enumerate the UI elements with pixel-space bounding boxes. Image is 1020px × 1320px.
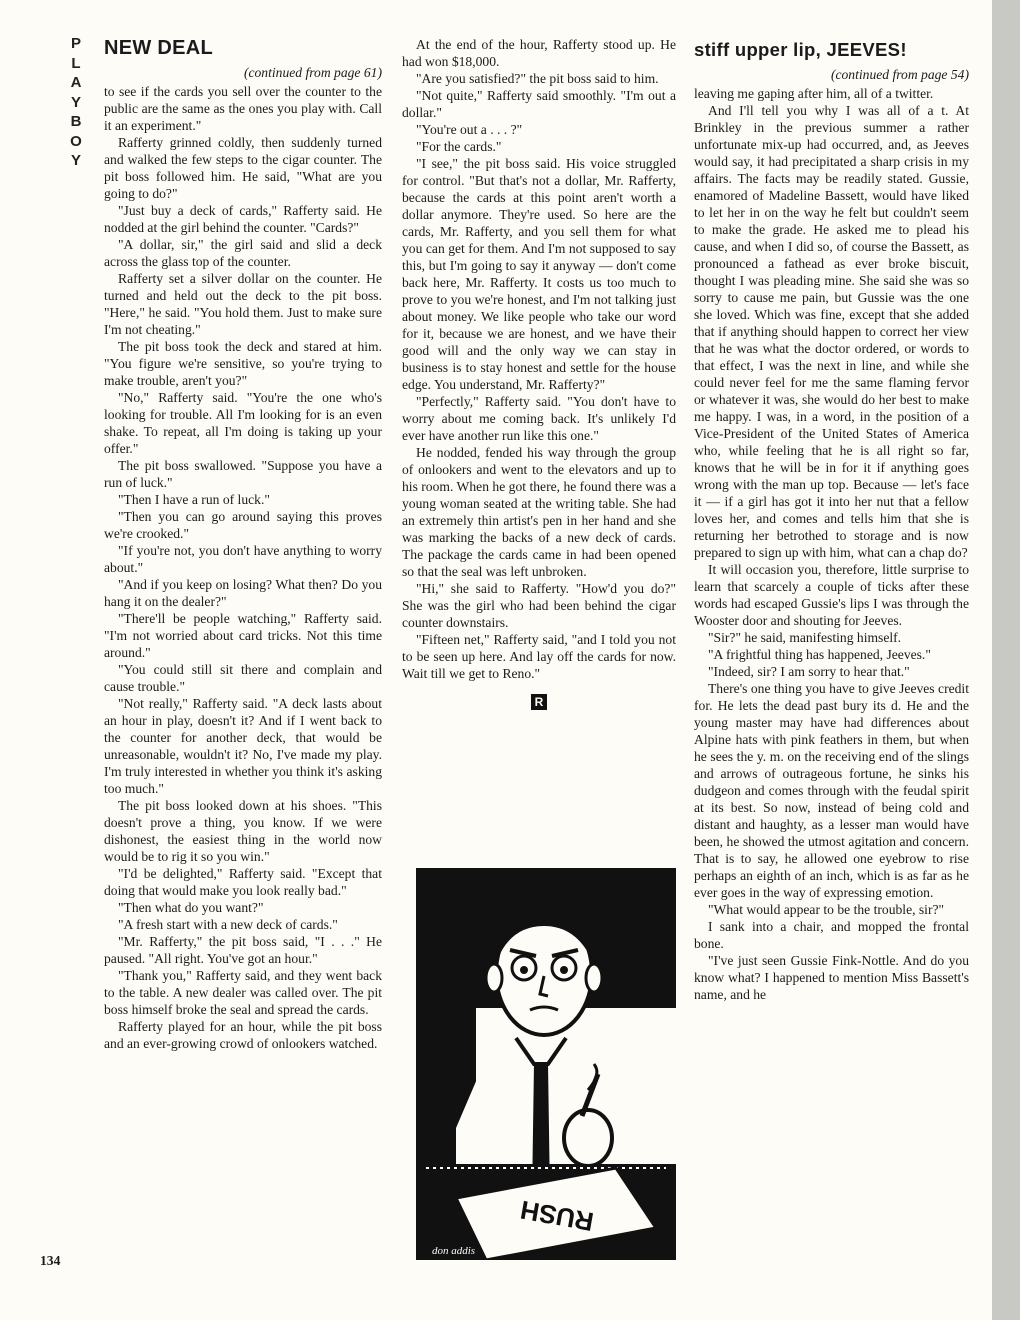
article-paragraph: "Thank you," Rafferty said, and they went back to the table. A new dealer was called over. The pit boss himself broke the seal and spread the cards.	[104, 968, 382, 1017]
article-paragraph: Rafferty grinned coldly, then suddenly turned and walked the few steps to the cigar counter. The pit boss followed him. He said, "What are you going to do?"	[104, 135, 382, 201]
article-paragraph: "And if you keep on losing? What then? Do you hang it on the dealer?"	[104, 577, 382, 609]
article-paragraph: "What would appear to be the trouble, sir?"	[708, 902, 945, 917]
article-paragraph: "Then what do you want?"	[118, 900, 264, 915]
column-1	[104, 36, 382, 1052]
article-paragraph: "Then I have a run of luck."	[118, 492, 270, 507]
continued-from-note: (continued from page 54)	[830, 67, 969, 82]
article-paragraph: The pit boss took the deck and stared at him. "You figure we're sensitive, so you're trying to make trouble, aren't you?"	[104, 339, 382, 388]
article-paragraph: "No," Rafferty said. "You're the one who's looking for trouble. All I'm looking for is an even shake. To repeat, all I'm doing is taking up your offer."	[104, 390, 382, 456]
article-paragraph: "Then you can go around saying this proves we're crooked."	[104, 509, 382, 541]
column-2	[402, 36, 676, 710]
article-paragraph: "Just buy a deck of cards," Rafferty said. He nodded at the girl behind the counter. "Cards?"	[104, 203, 382, 235]
article-paragraph: "For the cards."	[416, 139, 502, 154]
article-paragraph: It will occasion you, therefore, little surprise to learn that scarcely a couple of ticks after these words had escaped Gussie's lips I was through the Wooster door and shouting for Jeeves.	[694, 562, 969, 628]
page-number: 134	[40, 1253, 61, 1268]
cartoon-sign-text: RUSH	[518, 1194, 596, 1238]
article-paragraph: The pit boss looked down at his shoes. "This doesn't prove a thing, you know. If we were dishonest, the easiest thing in the world now would be to rig it so you win."	[104, 798, 382, 864]
article-paragraph: "Indeed, sir? I am sorry to hear that."	[708, 664, 910, 679]
running-head-letter: Y	[70, 152, 81, 169]
page-edge	[992, 0, 1020, 1320]
cartoon-signature: don addis	[432, 1245, 476, 1257]
article-paragraph: "You're out a . . . ?"	[416, 122, 523, 137]
article-paragraph: "Fifteen net," Rafferty said, "and I told you not to be seen up here. And lay off the cards for now. Wait till we get to Reno."	[402, 632, 676, 681]
article-body-jeeves	[694, 85, 969, 1003]
article-paragraph: "Mr. Rafferty," the pit boss said, "I . . ." He paused. "All right. You've got an hour."	[104, 934, 382, 966]
article-headline-jeeves: stiff upper lip, JEEVES!	[694, 39, 907, 60]
article-paragraph: At the end of the hour, Rafferty stood up. He had won $18,000.	[402, 37, 676, 69]
article-body-new-deal	[104, 83, 382, 1052]
article-paragraph: "Sir?" he said, manifesting himself.	[708, 630, 902, 645]
running-head-playboy	[64, 34, 88, 171]
column-3	[694, 36, 969, 1003]
article-paragraph: "Are you satisfied?" the pit boss said to him.	[416, 71, 659, 86]
article-paragraph: "I see," the pit boss said. His voice struggled for control. "But that's not a dollar, Mr. Rafferty, because the cards at this point aren't worth a dollar anymore. They're used. So here are the cards, Mr. Rafferty, and you sell them for what you can get for them. And I'm not supposed to say this, but I'm going to say it anyway — don't come back here, Mr. Rafferty. It costs us too much to prove to you we're honest, and I'm not talking just about money. We like people who take our word for it, because we are honest, and we have their good will and the only way we can stay in business is to stay honest and settle for the house edge. You understand, Mr. Rafferty?"	[402, 156, 676, 392]
article-paragraph: "A fresh start with a new deck of cards."	[118, 917, 338, 932]
article-paragraph: "A dollar, sir," the girl said and slid a deck across the glass top of the counter.	[104, 237, 382, 269]
article-paragraph: "There'll be people watching," Rafferty said. "I'm not worried about card tricks. Not this time around."	[104, 611, 382, 660]
article-paragraph: He nodded, fended his way through the group of onlookers and went to the elevators and up to his room. When he got there, he found there was a young woman seated at the writing table. She had an extremely thin artist's pen in her hand and she was marking the backs of a new deck of cards. The package the cards came in had been opened so that the seal was left unbroken.	[402, 445, 676, 579]
article-paragraph: "I've just seen Gussie Fink-Nottle. And do you know what? I happened to mention Miss Bassett's name, and he	[694, 953, 969, 1002]
rabbit-end-mark-icon: R	[531, 694, 547, 710]
article-paragraph: to see if the cards you sell over the counter to the public are the same as the ones you play with. Call it an experiment."	[104, 84, 382, 133]
running-head-letter: L	[71, 54, 81, 72]
article-paragraph: "If you're not, you don't have anything to worry about."	[104, 543, 382, 575]
article-paragraph: I sank into a chair, and mopped the frontal bone.	[694, 919, 969, 951]
article-paragraph: There's one thing you have to give Jeeves credit for. He lets the dead past bury its d. He and the young master may have had differences about Alpine hats with pink feathers in them, but when he sees the y. m. on the receiving end of the slings and arrows of outrageous fortune, he sinks his dudgeon and comes through with the feudal spirit at its best. So now, instead of being cold and distant and haughty, as a lesser man would have been, he showed the utmost agitation and concern. That is to say, he allowed one eyebrow to rise perhaps an eighth of an inch, which is as far as he ever goes in the way of expressing emotion.	[694, 681, 969, 900]
article-paragraph: Rafferty played for an hour, while the pit boss and an ever-growing crowd of onlookers watched.	[104, 1019, 382, 1051]
article-paragraph: The pit boss swallowed. "Suppose you have a run of luck."	[104, 458, 382, 490]
cartoon-illustration	[416, 868, 676, 1260]
article-paragraph: "A frightful thing has happened, Jeeves."	[708, 647, 931, 662]
article-paragraph: "Not quite," Rafferty said smoothly. "I'm out a dollar."	[402, 88, 676, 120]
running-head-letter: Y	[70, 93, 81, 111]
article-paragraph: "Hi," she said to Rafferty. "How'd you do?" She was the girl who had been behind the cigar counter downstairs.	[402, 581, 676, 630]
article-body-new-deal-continued	[402, 36, 676, 682]
article-paragraph: Rafferty set a silver dollar on the counter. He turned and held out the deck to the pit boss. "Here," he said. "You hold them. Just to make sure I'm not cheating."	[104, 271, 382, 337]
article-paragraph: leaving me gaping after him, all of a twitter.	[694, 86, 934, 101]
running-head-letter: P	[70, 35, 81, 52]
continued-from-note: (continued from page 61)	[243, 65, 382, 80]
article-paragraph: "I'd be delighted," Rafferty said. "Except that doing that would make you look really bad."	[104, 866, 382, 898]
article-paragraph: "Not really," Rafferty said. "A deck lasts about an hour in play, doesn't it? And if I went back to the counter for another deck, that would be unreasonable, wouldn't it? No, I've made my play. I'm truly interested in whether you think it's asking too much."	[104, 696, 382, 796]
article-headline-new-deal: NEW DEAL	[104, 37, 214, 59]
article-paragraph: "Perfectly," Rafferty said. "You don't have to worry about me coming back. It's unlikely I'd ever have another run like this one."	[402, 394, 676, 443]
article-paragraph: "You could still sit there and complain and cause trouble."	[104, 662, 382, 694]
article-paragraph: And I'll tell you why I was all of a t. At Brinkley in the previous summer a rather unfortunate mix-up had occurred, and, as Jeeves would say, it had precipitated a sharp crisis in my affairs. The facts may be readily stated. Gussie, enamored of Madeline Bassett, would have liked to let her in on the way he felt but couldn't seem to make the grade. He asked me to plead his cause, and when I did so, of course the Bassett, as pronounced a fathead as ever broke biscuit, thought I was pleading mine. She said she was so sorry to cause me pain, but Gussie was the one she loved. Which was fine, except that she added that if anything should happen to correct her view that he was what the doctor ordered, or words to that effect, I was the next in line, and while she could never feel for me the same flaming fervor or whatever it was, she would do her best to make me happy. I was, in a word, in the position of a Vice-President of the United States of America who, while feeling that he is all right so far, knows that he will be in for it if anything goes wrong with the man up top. Because — let's face it — if a girl has got it into her nut that a fellow loves her, and comes and tells him that she is returning her betrothed to storage and is now prepared to sign up with him, what can a chap do?	[694, 103, 969, 560]
running-head-letter: B	[70, 113, 82, 130]
running-head-letter: O	[70, 132, 82, 150]
running-head-letter: A	[70, 74, 82, 91]
